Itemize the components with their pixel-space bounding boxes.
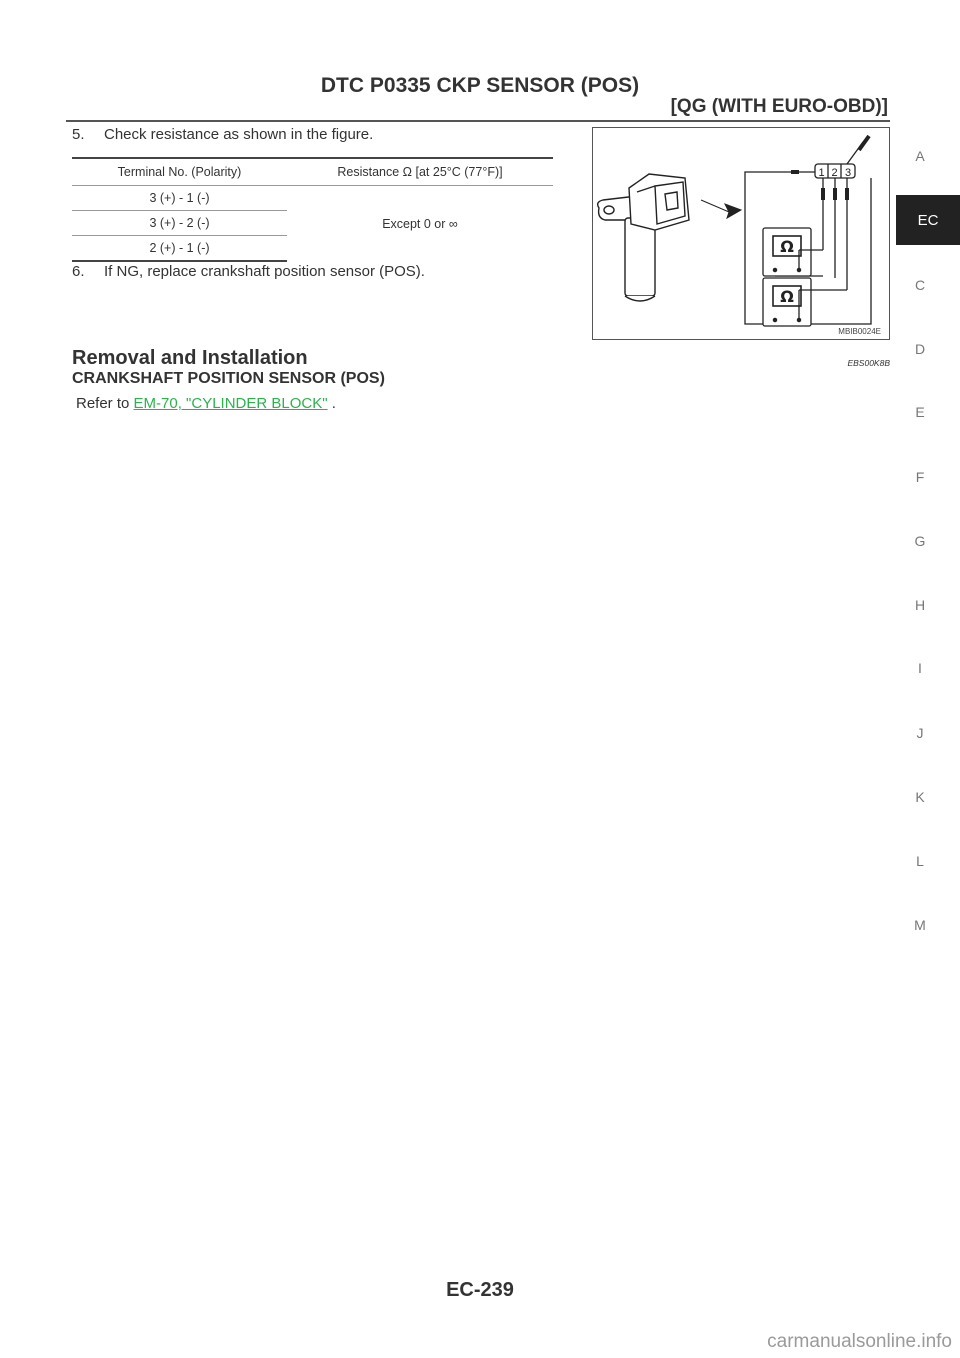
refer-suffix: . <box>327 395 336 412</box>
terminal-label: 2 <box>831 167 838 179</box>
side-index-active-tab[interactable]: EC <box>896 195 960 245</box>
page-title: DTC P0335 CKP SENSOR (POS) <box>320 74 640 97</box>
page-subtitle: [QG (WITH EURO-OBD)] <box>670 96 888 117</box>
step-6 <box>72 263 425 280</box>
step-text: Check resistance as shown in the figure. <box>104 126 374 143</box>
page-number: EC-239 <box>446 1279 514 1301</box>
side-index-m[interactable]: M <box>914 917 926 933</box>
side-index-f[interactable]: F <box>915 469 925 485</box>
section-code: EBS00K8B <box>847 358 890 368</box>
side-index-k[interactable]: K <box>915 789 925 805</box>
crankshaft-sensor-drawing <box>598 174 689 301</box>
ohm-symbol: Ω <box>780 237 794 256</box>
side-index-l[interactable]: L <box>916 853 924 869</box>
table-cell-terminal: 3 (+) - 2 (-) <box>72 211 287 236</box>
side-index-d[interactable]: D <box>914 341 926 357</box>
table-cell-terminal: 2 (+) - 1 (-) <box>72 236 287 262</box>
subsection-title: CRANKSHAFT POSITION SENSOR (POS) <box>72 370 385 387</box>
resistance-table <box>72 157 553 262</box>
ohm-symbol: Ω <box>780 287 794 306</box>
step-text: If NG, replace crankshaft position sensor (POS). <box>104 263 425 280</box>
refer-text <box>76 395 336 412</box>
figure-code: MBIB0024E <box>838 327 881 336</box>
side-index-c[interactable]: C <box>914 277 926 293</box>
refer-prefix: Refer to <box>76 395 134 412</box>
table-cell-resistance: Except 0 or ∞ <box>382 216 458 231</box>
step-5 <box>72 126 373 143</box>
terminal-label: 3 <box>844 167 852 179</box>
side-index-a[interactable]: A <box>915 148 925 164</box>
arrow-icon <box>701 200 741 218</box>
table-cell-terminal: 3 (+) - 1 (-) <box>72 186 287 211</box>
side-index-e[interactable]: E <box>915 404 925 420</box>
watermark: carmanualsonline.info <box>767 1331 952 1352</box>
side-index-j[interactable]: J <box>916 725 924 741</box>
table-header-terminal: Terminal No. (Polarity) <box>72 158 287 186</box>
side-index-i[interactable]: I <box>918 660 922 676</box>
table-header-resistance: Resistance Ω [at 25°C (77°F)] <box>287 158 553 186</box>
sensor-illustration <box>593 128 889 339</box>
table-row <box>72 186 553 211</box>
step-number: 6. <box>72 263 85 280</box>
section-title: Removal and Installation <box>72 347 308 369</box>
side-index-h[interactable]: H <box>914 597 926 613</box>
step-number: 5. <box>72 126 85 143</box>
header-rule <box>66 120 890 122</box>
terminal-label: 1 <box>818 167 825 179</box>
cylinder-block-link[interactable]: EM-70, "CYLINDER BLOCK" <box>133 395 328 412</box>
side-index-g[interactable]: G <box>914 533 926 549</box>
sensor-resistance-figure <box>592 127 890 340</box>
